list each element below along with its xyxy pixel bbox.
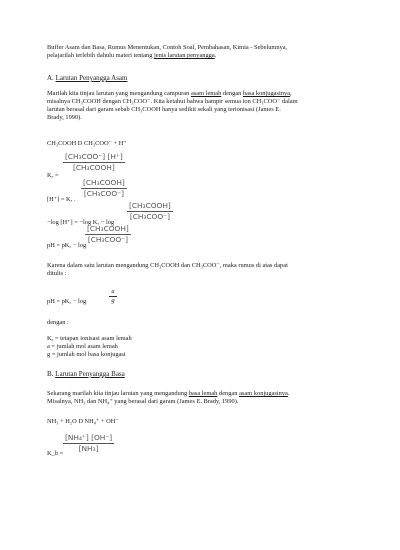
section-b-text: . — [287, 390, 290, 397]
ph-denominator: [CH₃COO⁻] — [87, 235, 128, 244]
ka-denominator: [CH₃COOH] — [72, 163, 115, 172]
section-a-paragraph-2 — [47, 262, 355, 278]
section-a-text: ditulis : — [47, 270, 67, 277]
section-a-text: misalnya CH₃COOH dengan CH₃COO⁻. Kita ketahui bahwa hampir semua ion CH₃COO⁻ dalam — [47, 98, 298, 105]
ph2-numerator: a — [111, 288, 115, 295]
definition-ka: Kₐ = tetapan ionisasi asam lemah — [47, 335, 132, 342]
log-label: −log [H⁺] = −log Kₐ − log — [47, 219, 115, 226]
dengan-label: dengan : — [47, 319, 69, 326]
section-b-paragraph — [47, 390, 355, 406]
section-a-text: Brady, 1990). — [47, 114, 82, 121]
definition-a: a = jumlah mol asam lemah — [47, 343, 118, 350]
definitions-list — [47, 335, 355, 359]
ph-numerator: [CH₃COOH] — [87, 224, 129, 233]
section-a-prefix: A. — [47, 74, 54, 82]
kb-formula — [63, 433, 114, 453]
link-basa-konjugasinya[interactable]: basa konjugasinya — [242, 90, 290, 97]
link-asam-konjugasinya[interactable]: asam konjugasinya — [239, 390, 288, 397]
ph-formula — [85, 224, 131, 244]
log-numerator: [CH₃COOH] — [129, 201, 171, 210]
reaction-nh3: NH₃ + H₂O D NH₄⁺ + OH⁻ — [47, 418, 119, 425]
link-asam-lemah[interactable]: asam lemah — [190, 90, 222, 97]
ph2-denominator: g — [111, 297, 115, 304]
ph-label: pH = pKₐ − log — [47, 242, 87, 249]
intro-text-2: pelajarilah terlebih dahulu materi tentang — [47, 52, 153, 59]
section-a-text: larutan berasal dari garam sebab CH₃COOH hanya sedikit sekali yang terionisasi (James E. — [47, 106, 281, 113]
section-a-text: dengan — [222, 90, 242, 97]
section-a-text: Karena dalam satu larutan mengandung CH₃COOH dan CH₃COO⁻, maka rumus di atas dapat — [47, 262, 288, 269]
log-formula — [127, 201, 173, 221]
ka-formula — [63, 152, 125, 172]
section-a-text: , — [290, 90, 292, 97]
kb-denominator: [NH₃] — [78, 444, 99, 453]
section-a-title: Larutan Penyangga Asam — [55, 74, 128, 82]
section-a-heading — [47, 74, 355, 82]
intro-text-1: Buffer Asam dan Basa, Rumus Menentukan, Contoh Soal, Pembahasan, Kimia - Sebelumnya, — [47, 44, 288, 51]
h-formula — [81, 178, 127, 198]
ph2-formula — [109, 288, 117, 304]
section-a-text: Marilah kita tinjau larutan yang mengandung campuran — [47, 90, 190, 97]
section-b-text: Misalnya, NH₃ dan NH₄⁺ yang berasal dari garam (James E. Brady, 1990). — [47, 398, 239, 405]
link-jenis-larutan-penyangga[interactable]: jenis larutan penyangga — [154, 52, 215, 59]
h-label: [H⁺] = Kₐ . — [47, 196, 76, 203]
h-denominator: [CH₃COO⁻] — [83, 189, 124, 198]
kb-label: K_b = — [47, 450, 64, 457]
section-b-heading — [47, 370, 355, 378]
link-basa-lemah[interactable]: basa lemah — [188, 390, 218, 397]
ka-numerator: [CH₃COO⁻] [H⁺] — [65, 152, 123, 161]
ph2-label: pH = pKₐ − log — [47, 298, 87, 305]
definition-g: g = jumlah mol basa konjugasi — [47, 351, 126, 358]
section-b-title: Larutan Penyangga Basa — [55, 370, 125, 378]
log-denominator: [CH₃COO⁻] — [129, 212, 170, 221]
section-b-text: dengan — [219, 390, 238, 397]
section-a-paragraph — [47, 90, 355, 122]
ka-label: Kₐ = — [47, 172, 59, 179]
reaction-ch3cooh: CH₃COOH D CH₃COO⁻ + H⁺ — [47, 140, 127, 147]
section-b-prefix: B. — [47, 370, 54, 378]
intro-period: . — [214, 52, 217, 59]
intro-paragraph — [47, 44, 355, 60]
kb-numerator: [NH₄⁺] [OH⁻] — [65, 433, 113, 442]
section-b-text: Sekarang marilah kita tinjau larutan yang mengandung — [47, 390, 188, 397]
h-numerator: [CH₃COOH] — [83, 178, 125, 187]
